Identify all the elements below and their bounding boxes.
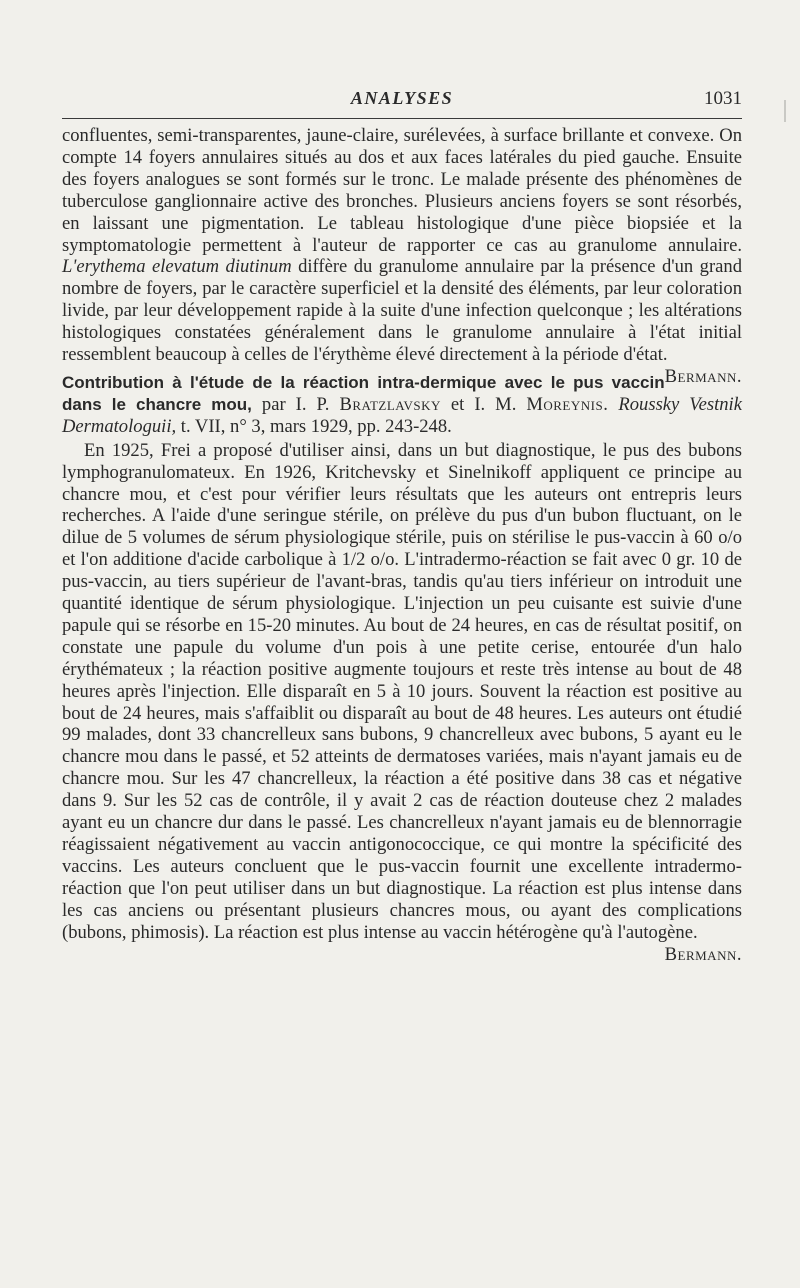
continuation-paragraph — [62, 125, 742, 387]
article-by: par I. P. — [251, 393, 340, 415]
continuation-italic-term: L'erythema elevatum diutinum — [62, 256, 292, 278]
article-heading — [62, 372, 742, 438]
margin-mark — [784, 100, 786, 122]
continuation-text: confluentes, semi-transparentes, jaune-claire, surélevées, à surface brillante et convexe. On compte 14 foyers annulaires situés au dos et aux faces latérales du pied gauche. Ensuite des foyers analogues se sont formés sur le tronc. Le malade présente des phénomènes de tuberculose ganglionnaire active des bronches. Plusieurs anciens foyers se sont résorbés, en laissant une pigmentation. Le tableau histologique d'une pièce biopsiée et la symptomatologie permettent à l'auteur de rapporter ce cas au granulome annulaire. — [62, 125, 742, 256]
article-and: et I. M. — [440, 393, 527, 415]
header-rule — [62, 118, 742, 119]
article-author-2: Moreynis. — [526, 393, 609, 415]
page-number: 1031 — [704, 88, 742, 109]
article-journal: Roussky Vestnik Dermatologuii, — [62, 393, 742, 437]
article-body-text: En 1925, Frei a proposé d'utiliser ainsi, dans un but diagnostique, le pus des bubons lymphogranulomateux. En 1926, Kritchevsky et Sinelnikoff appliquent ce principe au chancre mou, et c'est pour vérifier leurs résultats que les auteurs ont entrepris leurs recherches. A l'aide d'une seringue stérile, on prélève du pus d'un bubon fluctuant, on le dilue de 5 volumes de sérum physiologique stérile, puis on stérilise le pus-vaccin à 60 o/o et l'on additione d'acide carbolique à 1/2 o/o. L'intradermo-réaction se fait avec 0 gr. 10 de pus-vaccin, au tiers supérieur de l'avant-bras, tandis qu'au tiers inférieur on introduit une quantité identique de sérum physiologique. L'injection un peu cuisante est suivie d'une papule qui se résorbe en 15-20 minutes. Au bout de 24 heures, en cas de résultat positif, on constate une papule du volume d'un pois à une petite cerise, entourée d'un halo érythémateux ; la réaction positive augmente toujours et reste très intense au bout de 48 heures après l'injection. Elle disparaît en 5 à 10 jours. Souvent la réaction est positive au bout de 24 heures, mais s'affaiblit ou disparaît au bout de 48 heures. Les auteurs ont étudié 99 malades, dont 33 chancrelleux sans bubons, 9 chancrelleux avec bubons, 5 ayant eu le chancre mou dans le passé, et 52 atteints de dermatoses variées, mais n'ayant jamais eu de chancre mou. Sur les 47 chancrelleux, la réaction a été positive dans 38 cas et négative dans 9. Sur les 52 cas de contrôle, il y avait 2 cas de réaction douteuse chez 2 malades ayant eu un chancre dur dans le passé. Les chancrelleux n'ayant jamais eu de blennorragie réagissaient négativement au vaccin antigonococcique, ce qui montre la spécificité des vaccins. Les auteurs concluent que le pus-vaccin fournit une excellente intradermo-réaction que l'on peut utiliser dans un but diagnostique. La réaction est plus intense dans les cas anciens ou présentant plusieurs chancres mous, ou ayant des complications (bubons, phimosis). La réaction est plus intense au vaccin hétérogène qu'à l'autogène. — [62, 439, 742, 943]
article-reference: t. VII, n° 3, mars 1929, pp. 243-248. — [176, 415, 452, 437]
running-title: ANALYSES — [350, 88, 454, 108]
continuation-signature: Bermann. — [664, 365, 742, 387]
continuation-text-after: diffère du granulome annulaire par la présence d'un grand nombre de foyers, par le caractère superficiel et la densité des éléments, par leur coloration livide, par leur développement rapide à la suite d'une infection quelconque ; les altérations histologiques constatées généralement dans le granulome annulaire à l'état initial ressemblent beaucoup à celles de l'érythème élevé directement à la période d'état. — [62, 256, 742, 366]
article-author-1: Bratzlavsky — [339, 393, 441, 415]
article-body — [62, 439, 742, 965]
article-signature: Bermann. — [664, 943, 742, 965]
page — [62, 78, 742, 965]
article-title: Contribution à l'étude de la réaction intra-dermique avec le pus vaccin dans le chancre mou, — [62, 372, 665, 414]
running-header — [62, 78, 742, 118]
